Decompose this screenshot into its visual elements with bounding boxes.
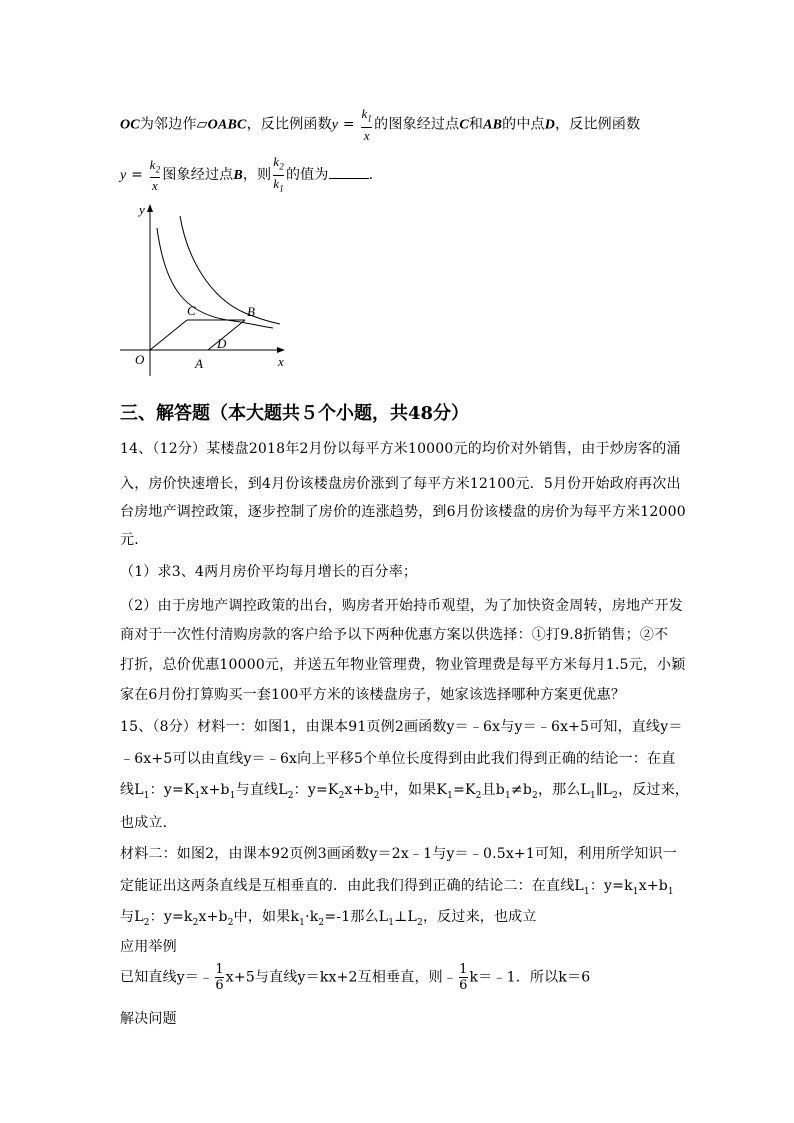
q14-line-1: 14、（12分）某楼盘2018年2月份以每平方米10000元的均价对外销售，由于炒房客的涌 — [120, 441, 681, 457]
hyperbola-figure — [115, 198, 295, 378]
q15-line-8: 应用举例 — [120, 939, 177, 955]
text: x+b — [200, 782, 230, 798]
text: ，则 — [242, 167, 272, 184]
text: 与L — [120, 909, 144, 925]
numerator — [150, 157, 161, 178]
q15-line-2: ﹣6x+5可以由直线y＝﹣6x向上平移5个单位长度得到由此我们得到正确的结论一：在直 — [120, 751, 676, 767]
label-o: O — [135, 352, 145, 367]
segment-ab-line — [208, 320, 245, 350]
text: ：y=K — [149, 782, 195, 798]
text: 且b — [481, 782, 505, 798]
text: 的图象经过点 — [374, 116, 460, 133]
q15-line-9 — [120, 962, 590, 993]
sub: 1 — [447, 790, 454, 801]
q15-line-10: 解决问题 — [120, 1011, 177, 1027]
y-axis-arrow — [147, 204, 153, 212]
q15-line-4: 也成立． — [120, 815, 177, 831]
text: ：y=K — [293, 782, 339, 798]
text: ，反过来，也成立 — [422, 909, 537, 925]
curve-k1 — [157, 228, 273, 328]
fraction-one-sixth — [459, 962, 467, 993]
numerator — [273, 154, 284, 175]
text: ，反比例函数 — [555, 116, 641, 133]
sub: 1 — [388, 917, 395, 928]
numerator — [361, 106, 372, 127]
label-d: D — [217, 336, 227, 351]
parallelogram-oabc: OABC — [207, 117, 247, 133]
label-c: C — [187, 303, 196, 318]
point-c: C — [459, 117, 469, 133]
text: 为邻边作▱ — [139, 116, 208, 133]
q14-line-4: 元． — [120, 532, 149, 548]
denominator: 6 — [215, 978, 224, 993]
q15-line-7 — [120, 906, 537, 928]
text: ∥L — [595, 782, 613, 798]
text: ，反比例函数 — [246, 116, 332, 133]
text: 与直线L — [235, 782, 288, 798]
q14-line-3: 台房地产调控政策，逐步控制了房价的连涨趋势，到6月份该楼盘的房价为每平方米12000 — [120, 504, 686, 520]
sub: 2 — [318, 917, 325, 928]
text: =-1那么L — [324, 909, 389, 925]
var-k: k — [361, 106, 368, 121]
label-x: x — [278, 354, 284, 369]
q15-line-1: 15、（8分）材料一：如图1，由课本91页例2画函数y＝﹣6x与y＝﹣6x+5可知，直线y＝ — [120, 719, 683, 735]
sub: 2 — [287, 790, 294, 801]
sub: 1 — [583, 886, 590, 897]
q15-line-5: 材料二：如图2，由课本92页例3画函数y＝2x﹣1与y＝﹣0.5x+1可知，利用所学知识一 — [120, 846, 677, 862]
sub: 2 — [532, 790, 538, 801]
text: ·k — [305, 909, 319, 925]
sub-1: 1 — [279, 183, 284, 194]
var-k: k — [149, 156, 156, 172]
x-axis-arrow — [277, 347, 285, 353]
sub: 2 — [373, 790, 380, 801]
text: 定能证出这两条直线是互相垂直的．由此我们得到正确的结论二：在直线L — [120, 878, 584, 894]
denominator: 6 — [459, 978, 468, 993]
sub: 2 — [227, 917, 234, 928]
text: 中，如果k — [233, 909, 300, 925]
text: x+b — [638, 878, 668, 894]
numerator: 1 — [215, 962, 224, 977]
text: ⊥L — [394, 909, 418, 925]
segment-ab: AB — [483, 117, 503, 133]
sub: 1 — [194, 790, 201, 801]
text: =K — [453, 782, 476, 798]
text: 中，如果K — [379, 782, 448, 798]
q13-line-1 — [120, 106, 640, 143]
sub: 2 — [417, 917, 423, 928]
text: 和 — [468, 116, 484, 133]
text: x+5与直线y＝kx+2互相垂直，则﹣ — [225, 969, 458, 986]
text: ：y=k — [589, 878, 633, 894]
segment-oc: OC — [120, 117, 140, 133]
period: . — [368, 167, 374, 184]
point-b: B — [233, 168, 243, 184]
sub: 2 — [192, 917, 199, 928]
sub: 1 — [229, 790, 236, 801]
sub: 2 — [475, 790, 482, 801]
text: 的中点 — [502, 116, 545, 133]
q14-part-2-line-3: 打折，总价优惠10000元，并送五年物业管理费，物业管理费是每平方米每月1.5元，小颖 — [120, 657, 686, 673]
q14-line-2: 入，房价快速增长，到4月份该楼盘房价涨到了每平方米12100元．5月份开始政府再次出 — [120, 476, 681, 492]
q14-part-2-line-4: 家在6月份打算购买一套100平方米的该楼盘房子，她家该选择哪种方案更优惠？ — [120, 687, 626, 703]
fraction-k2-over-x — [150, 157, 161, 194]
sub: 2 — [612, 790, 619, 801]
var-k: k — [273, 175, 280, 191]
segment-oc-line — [150, 320, 187, 350]
answer-blank[interactable] — [329, 166, 369, 179]
text: 已知直线y＝﹣ — [120, 969, 214, 986]
numerator: 1 — [459, 962, 468, 977]
sub-2: 2 — [279, 161, 284, 172]
text: ：y=k — [149, 909, 193, 925]
text: k＝﹣1．所以k＝6 — [469, 969, 591, 986]
sub: 1 — [504, 790, 511, 801]
denominator — [273, 175, 284, 197]
equals: = — [338, 116, 360, 133]
section-three-heading: 三、解答题（本大题共５个小题，共48分） — [120, 403, 470, 424]
q15-line-6 — [120, 875, 674, 897]
q14-part-2-line-2: 商对于一次性付清购房款的客户给予以下两种优惠方案以供选择：①打9.8折销售；②不 — [120, 627, 669, 643]
var-y: y — [120, 168, 127, 184]
q14-part-1: （1）求3、4两月房价平均每月增长的百分率； — [120, 564, 418, 580]
q14-part-2-line-1: （2）由于房地产调控政策的出台，购房者开始持币观望，为了加快资金周转，房地产开发 — [120, 598, 683, 614]
sub-1: 1 — [367, 113, 373, 124]
sub: 1 — [299, 917, 306, 928]
fraction-k2-over-k1 — [273, 154, 284, 196]
text: ≠b — [510, 782, 532, 798]
label-y: y — [139, 202, 145, 217]
text: 线L — [120, 782, 144, 798]
text: x+b — [198, 909, 228, 925]
sub-2: 2 — [155, 164, 161, 175]
q15-line-3 — [120, 779, 689, 801]
sub: 1 — [667, 886, 674, 897]
text: ，那么L — [537, 782, 591, 798]
label-b: B — [247, 304, 255, 319]
sub: 2 — [143, 917, 150, 928]
sub: 2 — [338, 790, 345, 801]
denominator: x — [361, 127, 372, 143]
denominator: x — [150, 177, 161, 193]
text: 的值为 — [285, 167, 329, 184]
var-k: k — [273, 154, 280, 169]
equals: = — [126, 167, 148, 184]
label-a: A — [195, 356, 203, 371]
q13-line-2 — [120, 154, 373, 196]
point-d: D — [544, 117, 556, 133]
fraction-k1-over-x — [361, 106, 372, 143]
var-y: y — [331, 117, 339, 133]
sub: 1 — [632, 886, 639, 897]
text: ，反过来， — [618, 782, 690, 798]
text: x+b — [344, 782, 374, 798]
text: 图象经过点 — [162, 167, 234, 184]
sub: 1 — [143, 790, 150, 801]
sub: 1 — [590, 790, 596, 801]
fraction-one-sixth — [215, 962, 223, 993]
